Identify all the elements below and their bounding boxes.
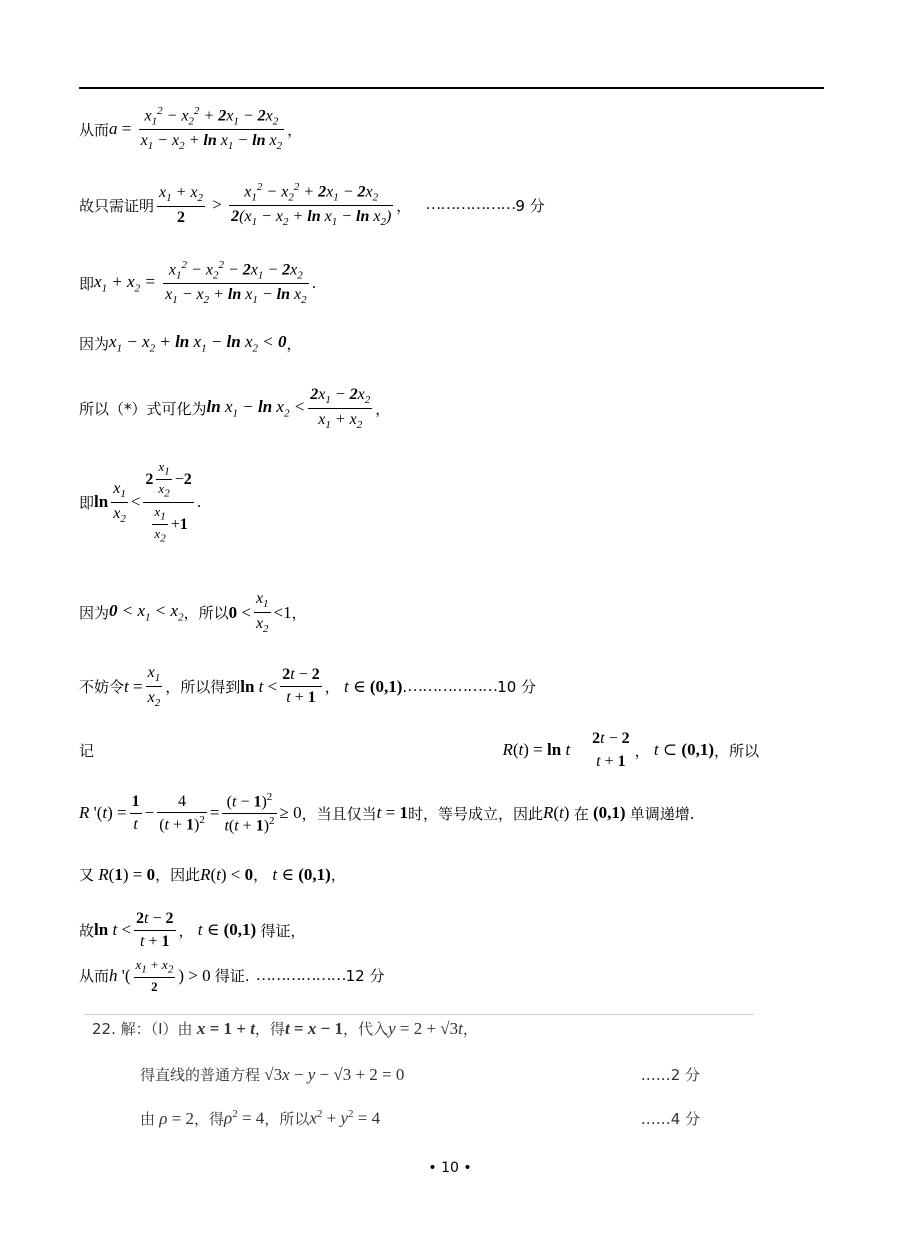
line-sum-x: 即 $x_1 + x_2$ = $\frac{x_1^2 - x_2^2 - 2x_1 - 2x_2}{x_1 - x_2 + \ln x_1 - \ln x_2}$ . xyxy=(79,259,317,307)
score-label: 10 分 xyxy=(497,678,537,697)
score-label: ……2 分 xyxy=(640,1066,700,1084)
score-dots: ……………… xyxy=(407,677,498,695)
score-label: 12 分 xyxy=(345,967,385,986)
line-star-transform: 所以（*）式可化为 $\ln x_1 - \ln x_2$ < $\frac{2x_1 - 2x_2}{x_1 + x_2}$ ， xyxy=(79,386,391,432)
scan-line-3: 由 ρ = 2 ，得 $\rho^2 = 4$ ，所以 $x^2 + y^2 = 4$ ……4 分 xyxy=(140,1108,700,1128)
score-label: 9 分 xyxy=(515,196,545,215)
line-because-negative: 因为 $x_1 - x_2 + \ln x_1 - \ln x_2 < 0$ ， xyxy=(79,332,302,355)
line-ratio-range: 因为 $0 < x_1 < x_2$ ，所以 0 < $\frac{x_1}{x_2}$ <1 ， xyxy=(79,590,307,636)
scan-line-2: 得直线的普通方程 √3x − y − √3 + 2 = 0 ……2 分 xyxy=(140,1064,700,1084)
line-ln-ratio: 即 ln $\frac{x_1}{x_2}$ < 2 $\frac{x_1}{x_2}$ − 2 $\frac{x_1}{x_2}$ + 1 . xyxy=(79,459,202,545)
scanned-answer-22 xyxy=(84,1012,754,1142)
score-dots: ……………… xyxy=(425,196,516,214)
line-a-equals: 从而 a = $\frac{x_1^2 - x_2^2 + 2x_1 - 2x_2}{x_1 - x_2 + \ln x_1 - \ln x_2}$ ， xyxy=(79,105,303,153)
line-proved: 故 ln t < $\frac{2t - 2}{t + 1}$ ， t ∈ (0,1) 得证， xyxy=(79,910,306,950)
line-define-R: 记 R(t) = ln t 2t − 2 t + 1 ， t ⊂ (0,1) ，所以 xyxy=(79,730,759,770)
score-label: ……4 分 xyxy=(640,1110,700,1128)
score-dots: ……………… xyxy=(255,966,346,984)
header-rule xyxy=(79,87,824,89)
line-let-t: 不妨令 t = $\frac{x_1}{x_2}$ ，所以得到 ln t < $\frac{2t - 2}{t + 1}$ ， t ∈ (0,1) . ……………… 10 分 xyxy=(79,664,537,710)
fraction: $\frac{x_1^2 - x_2^2 + 2x_1 - 2x_2}{x_1 - x_2 + \ln x_1 - \ln x_2}$ xyxy=(140,105,283,153)
scan-divider xyxy=(84,1014,754,1015)
page-number: • 10 • xyxy=(428,1160,472,1176)
scan-line-1: 22. 解：（Ⅰ）由 x = 1 + t ，得 t = x − 1 ，代入 y = 2 + √3t ， xyxy=(92,1018,478,1038)
line-need-prove: 故只需证明 $\frac{x_1 + x_2}{2}$ > $\frac{x_1^2 - x_2^2 + 2x_1 - 2x_2}{2(x_1 - x_2 + \ln x_1 - \ln x_2)}$ ， ……………… 9 分 xyxy=(79,181,545,229)
line-R-one: 又 R(1) = 0 ，因此 R(t) < 0 ， t ∈ (0,1) ， xyxy=(79,864,346,884)
line-conclusion: 从而 h '( $\frac{x_1 + x_2}{2}$ ) > 0 得证. ……………… 12 分 xyxy=(79,957,385,995)
line-derivative: R '(t) = $\frac{1}{t}$ − $\frac{4}{(t + 1)^2}$ = $\frac{(t - 1)^2}{t(t + 1)^2}$ ≥ 0 ，当且仅当 t = 1 时，等号成立，因此 R(t) 在 (0,1) 单调递增. xyxy=(79,791,695,835)
text-lead: 从而 xyxy=(79,120,110,139)
